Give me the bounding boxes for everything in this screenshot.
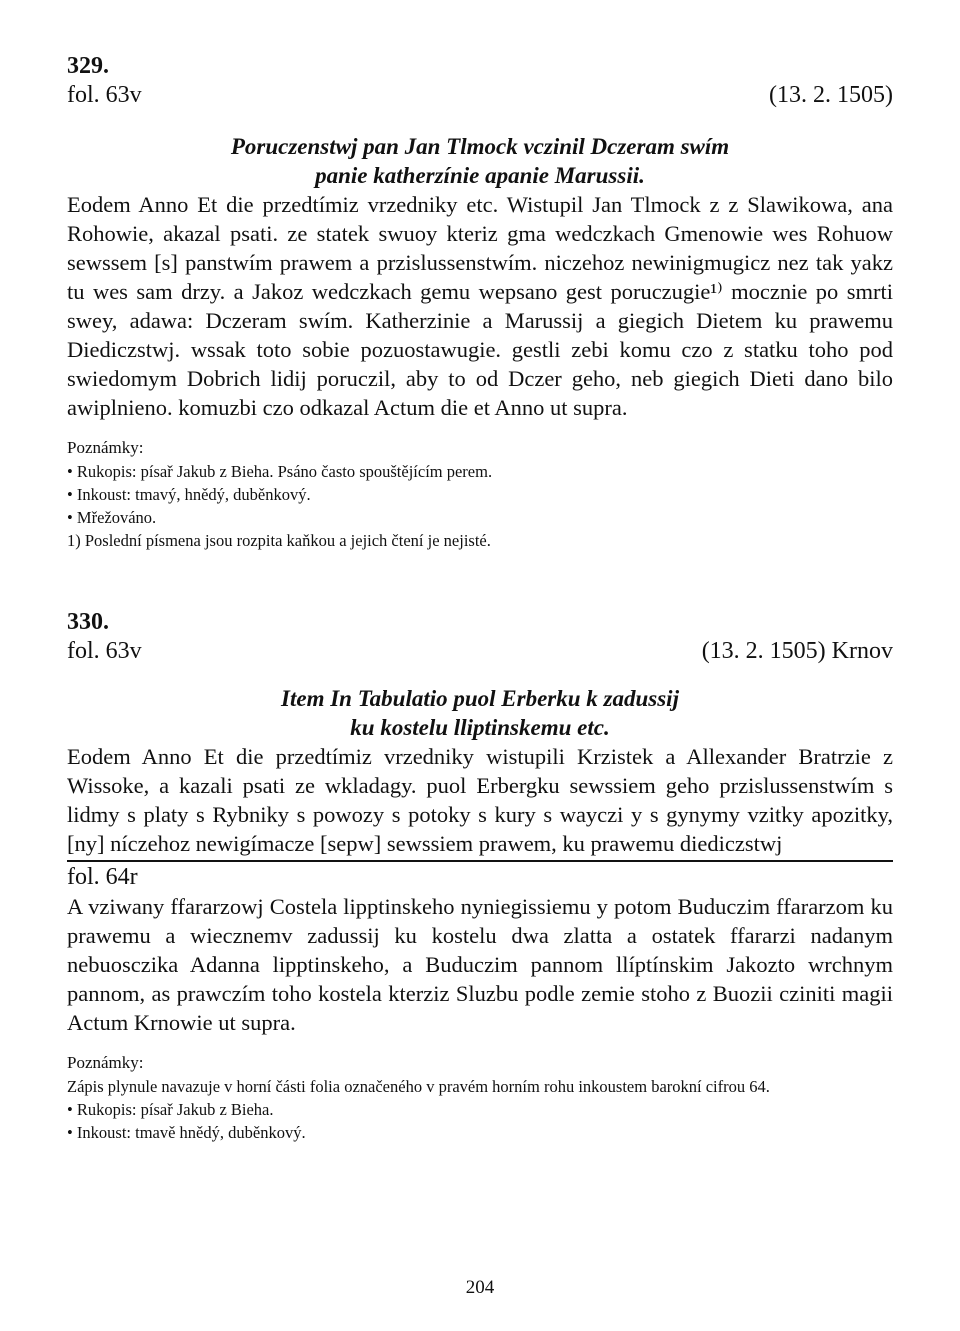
entry-number: 329. (67, 53, 109, 79)
note-item: • Mřežováno. (67, 508, 157, 527)
notes-heading: Poznámky: (67, 1053, 144, 1072)
entry-text: Eodem Anno Et die przedtímiz vrzedniky wistupili Krzistek a Allexander Bratrzie z Wissoke, a kazali psati ze wkladagy. puol Erbergku sewssiem geho przislussenstwím s lidmy s platy s Rybniky s powozy s potoky s kury s wayczi y s gynymy vzitky apozitky, [ny] níczehoz newigímacze [sepw] sewssiem prawem, ku prawemu diediczstwj (67, 744, 893, 856)
entry-330 (67, 608, 893, 1144)
entry-title-line: panie katherzínie apanie Marussii. (315, 163, 645, 188)
note-item: • Inkoust: tmavě hnědý, duběnkový. (67, 1123, 306, 1142)
document-page (67, 52, 893, 1144)
entry-header-row (67, 80, 893, 110)
page-number: 204 (465, 1277, 495, 1298)
entry-title-line: Poruczenstwj pan Jan Tlmock vczinil Dczeram swím (230, 134, 730, 159)
notes-heading: Poznámky: (67, 438, 144, 457)
folio-break: fol. 64r (67, 860, 893, 892)
entry-header-row (67, 636, 893, 666)
entry-title-line: ku kostelu lliptinskemu etc. (350, 715, 610, 740)
note-item: • Rukopis: písař Jakub z Bieha. (67, 1100, 274, 1119)
entry-date: (13. 2. 1505) (769, 82, 893, 108)
entry-text: Eodem Anno Et die przedtímiz vrzedniky etc. Wistupil Jan Tlmock z z Slawikowa, ana Rohowie, akazal psati. ze statek swuoy kteriz gma wedczkach Gmenowie wes Rohuow sewssem [s] panstwím prawem a przislussenstwím. niczehoz newinigmugicz nez tak yakz tu wes sam drzy. a Jakoz wedczkach gemu wepsano gest poruczugie¹⁾ mocznie po smrti swey, adawa: Dczeram swím. Katherzinie a Marussij a giegich Dietem ku prawemu Diediczstwj. wssak toto sobie pozuostawugie. gestli zebi komu czo z statku toho pod swiedomym Dobrich lidij poruczil, aby to od Dczer geho, neb giegich Dieti dano bilo awiplnieno. komuzbi czo odkazal Actum die et Anno ut supra. (67, 192, 893, 420)
entry-date: (13. 2. 1505) Krnov (701, 638, 893, 664)
folio-label: fol. 63v (67, 82, 142, 108)
entry-329 (67, 52, 893, 552)
note-item: 1) Poslední písmena jsou rozpita kaňkou a jejich čtení je nejisté. (67, 531, 491, 550)
entry-text-continued: A vziwany ffararzowj Costela lipptinskeho nyniegissiemu y potom Buduczim ffararzom ku prawemu a wiecznemv zadussij ku kostelu dwa zlatta a ostatek ffararzi nadanym nebuosczika Adanna lipptinskeho, a Buduczim pannom llíptínskim Jakozto wrchnym pannom, as prawczím toho kostela kterziz Sluzbu podle zemie stoho z Buozii cziniti magii Actum Krnowie ut supra. (67, 894, 893, 1035)
note-item: • Rukopis: písař Jakub z Bieha. Psáno často spouštějícím perem. (67, 462, 493, 481)
entry-title-line: Item In Tabulatio puol Erberku k zadussij (281, 686, 679, 711)
entry-number: 330. (67, 609, 109, 635)
note-item: • Inkoust: tmavý, hnědý, duběnkový. (67, 485, 311, 504)
note-item: Zápis plynule navazuje v horní části folia označeného v pravém horním rohu inkoustem barokní cifrou 64. (67, 1077, 770, 1096)
folio-label: fol. 63v (67, 638, 142, 664)
